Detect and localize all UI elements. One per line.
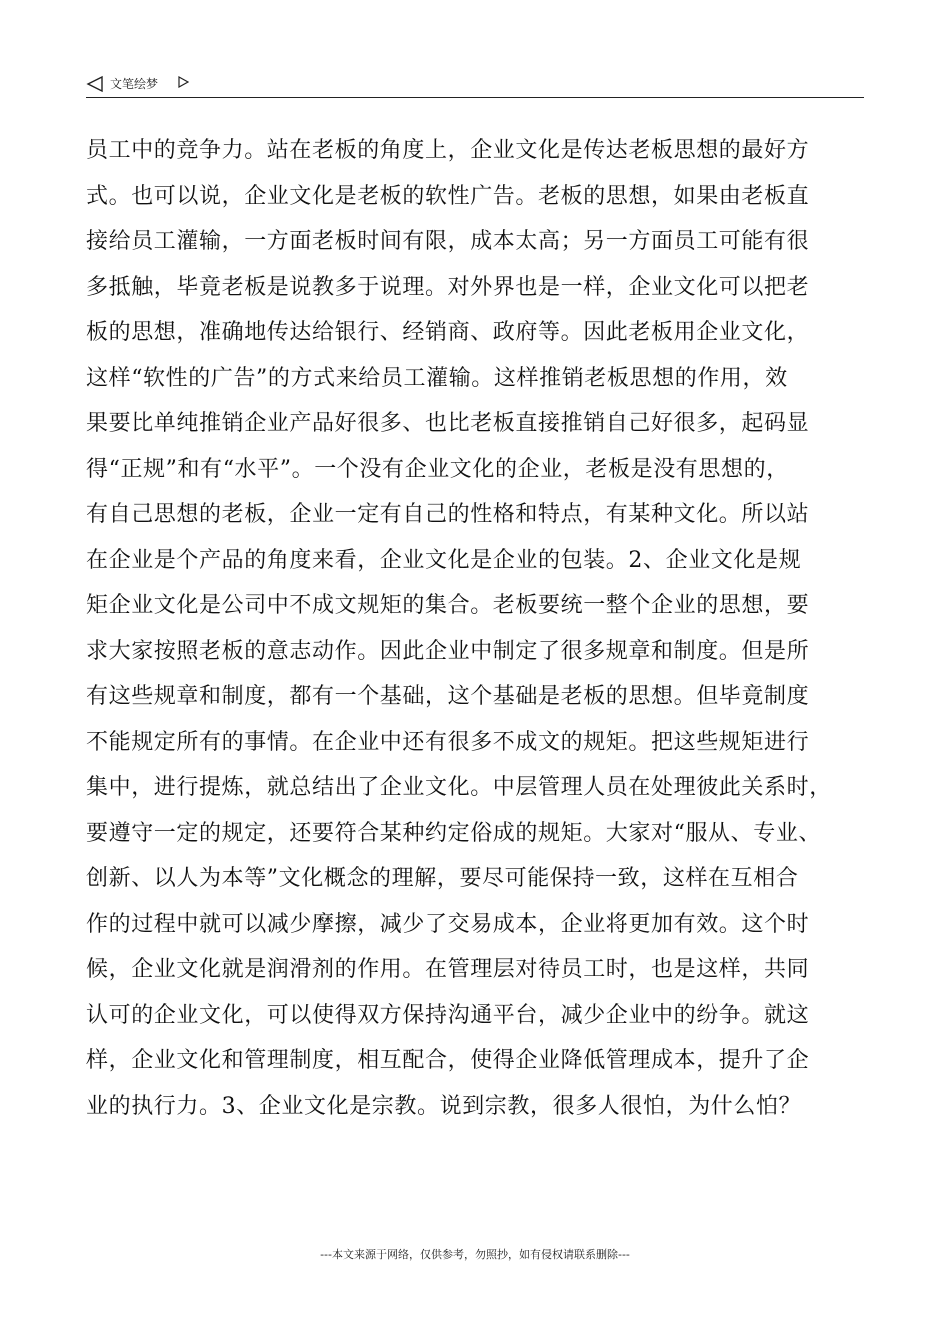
text-line: 得“正规”和有“水平”。一个没有企业文化的企业，老板是没有思想的， <box>86 456 789 482</box>
text-line: 候，企业文化就是润滑剂的作用。在管理层对待员工时，也是这样，共同 <box>86 957 810 982</box>
header-brand: 文笔绘梦 <box>110 77 159 91</box>
left-triangle-icon <box>86 75 104 93</box>
text-line: 有这些规章和制度，都有一个基础，这个基础是老板的思想。但毕竟制度 <box>86 684 810 709</box>
text-line: 在企业是个产品的角度来看，企业文化是企业的包装。2、企业文化是规 <box>86 547 802 573</box>
text-line: 创新、以人为本等”文化概念的理解，要尽可能保持一致，这样在互相合 <box>86 866 799 891</box>
text-line: 接给员工灌输，一方面老板时间有限，成本太高；另一方面员工可能有很 <box>86 229 810 254</box>
text-line: 式。也可以说，企业文化是老板的软性广告。老板的思想，如果由老板直 <box>86 183 810 209</box>
text-line: 员工中的竞争力。站在老板的角度上，企业文化是传达老板思想的最好方 <box>86 138 810 163</box>
text-line: 业的执行力。3、企业文化是宗教。说到宗教，很多人很怕，为什么怕？ <box>86 1093 802 1119</box>
text-line: 矩企业文化是公司中不成文规矩的集合。老板要统一整个企业的思想，要 <box>86 593 810 618</box>
text-line: 板的思想，准确地传达给银行、经销商、政府等。因此老板用企业文化， <box>86 320 810 345</box>
page-footer: ---本文来源于网络，仅供参考，勿照抄，如有侵权请联系删除--- <box>320 1248 630 1261</box>
text-line: 不能规定所有的事情。在企业中还有很多不成文的规矩。把这些规矩进行 <box>86 729 810 755</box>
text-line: 果要比单纯推销企业产品好很多、也比老板直接推销自己好很多，起码显 <box>86 411 810 436</box>
text-line: 多抵触，毕竟老板是说教多于说理。对外界也是一样，企业文化可以把老 <box>86 274 810 300</box>
text-line: 认可的企业文化，可以使得双方保持沟通平台，减少企业中的纷争。就这 <box>86 1002 810 1028</box>
text-line: 有自己思想的老板，企业一定有自己的性格和特点，有某种文化。所以站 <box>86 502 810 527</box>
text-line: 这样“软性的广告”的方式来给员工灌输。这样推销老板思想的作用，效 <box>86 365 788 391</box>
page-header <box>86 73 864 98</box>
text-line: 要遵守一定的规定，还要符合某种约定俗成的规矩。大家对“服从、专业、 <box>86 820 822 846</box>
text-line: 作的过程中就可以减少摩擦，减少了交易成本，企业将更加有效。这个时 <box>86 911 810 937</box>
right-triangle-icon <box>177 76 189 88</box>
text-line: 样，企业文化和管理制度，相互配合，使得企业降低管理成本，提升了企 <box>86 1048 810 1073</box>
text-line: 求大家按照老板的意志动作。因此企业中制定了很多规章和制度。但是所 <box>86 638 810 664</box>
text-line: 集中，进行提炼，就总结出了企业文化。中层管理人员在处理彼此关系时， <box>86 775 832 800</box>
document-body <box>86 128 876 1129</box>
